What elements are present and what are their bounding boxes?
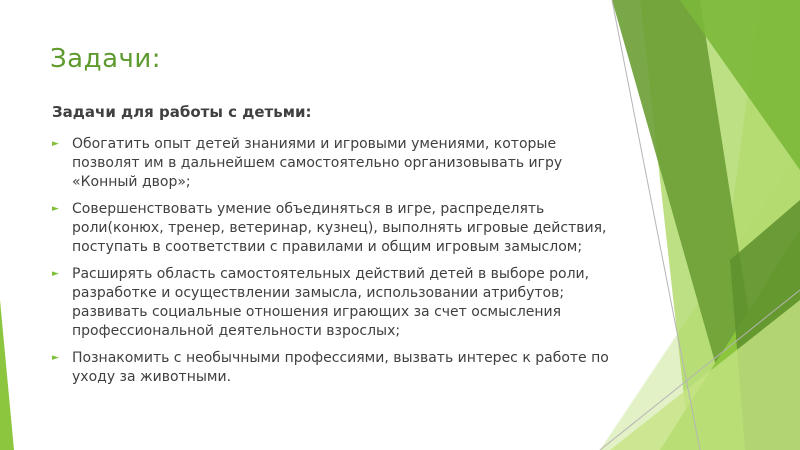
slide-subtitle: Задачи для работы с детьми: xyxy=(52,103,312,121)
bullet-item xyxy=(52,349,612,387)
bullet-text: Совершенствовать умение объединяться в игре, распределять роли(конюх, тренер, ветеринар, кузнец), выполнять игровые действия, поступать в соответствии с правилами и общим игровым замыслом; xyxy=(72,201,607,255)
bullet-arrow-icon: ► xyxy=(52,139,59,149)
slide-title: Задачи: xyxy=(50,44,162,74)
bullet-text: Познакомить с необычными профессиями, вызвать интерес к работе по уходу за животными. xyxy=(72,350,609,385)
bullet-item xyxy=(52,200,612,257)
bullet-arrow-icon: ► xyxy=(52,204,59,214)
bullet-text: Обогатить опыт детей знаниями и игровыми умениями, которые позволят им в дальнейшем самостоятельно организовывать игру «Конный двор»; xyxy=(72,136,563,190)
bullet-item xyxy=(52,135,612,192)
bullet-list xyxy=(52,135,612,395)
deco-shape-left-edge xyxy=(0,300,14,450)
bullet-arrow-icon: ► xyxy=(52,353,59,363)
bullet-arrow-icon: ► xyxy=(52,269,59,279)
bullet-text: Расширять область самостоятельных действий детей в выборе роли, разработке и осуществлении замысла, использовании атрибутов; развивать социальные отношения играющих за счет осмысления профессиональной деятельности взрослых; xyxy=(72,266,590,339)
bullet-item xyxy=(52,265,612,341)
